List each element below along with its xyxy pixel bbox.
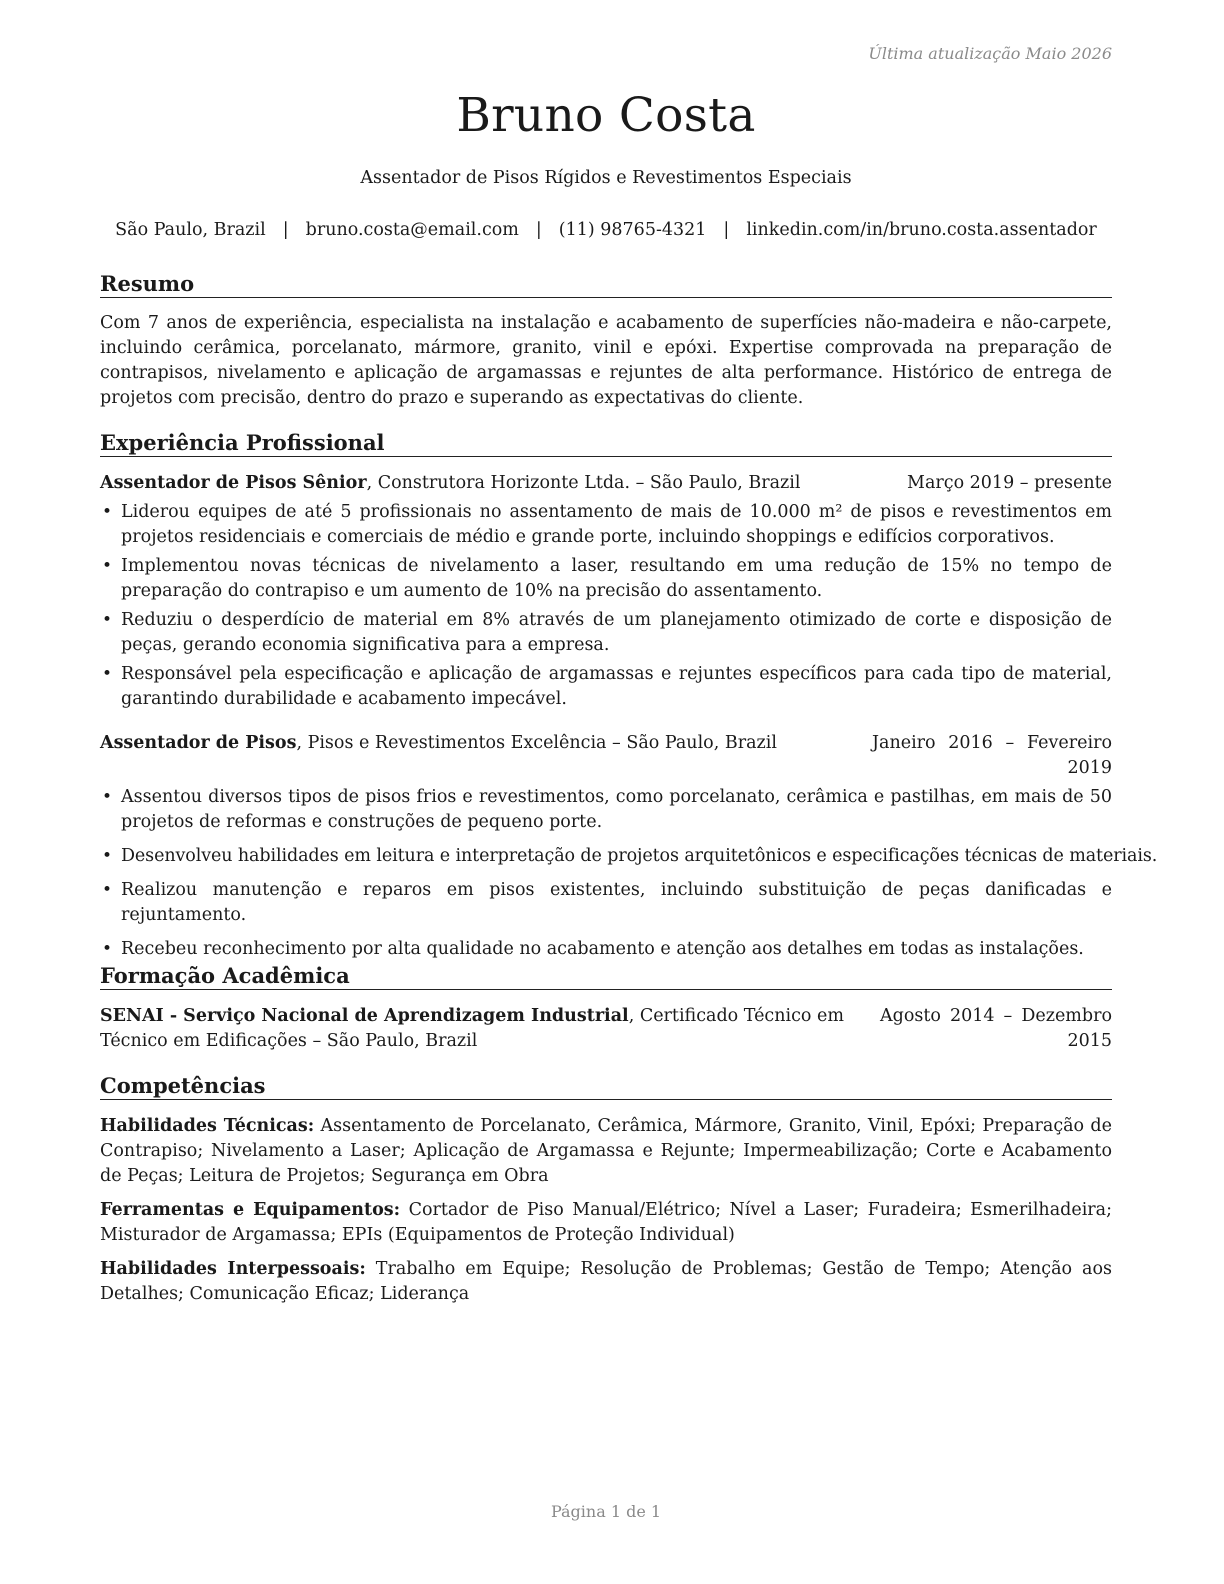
skill-group-text: Cortador de Piso Manual/Elétrico; Nível a Laser; Furadeira; Esmerilhadeira; Misturador de Argamassa; EPIs (Equipamentos de Proteção Individual) <box>100 1200 1112 1246</box>
bullet-icon: • <box>102 556 113 577</box>
skills-section <box>100 1074 1112 1316</box>
job-entry <box>100 731 1158 962</box>
section-heading-skills: Competências <box>100 1074 1112 1100</box>
bullet-icon: • <box>102 664 113 685</box>
skill-group-label: Habilidades Técnicas: <box>100 1116 315 1137</box>
skill-group <box>100 1198 1112 1248</box>
contact-linkedin[interactable]: linkedin.com/in/bruno.costa.assentador <box>746 220 1097 240</box>
summary-text: Com 7 anos de experiência, especialista na instalação e acabamento de superfícies não-madeira e não-carpete, incluindo cerâmica, porcelanato, mármore, granito, vinil e epóxi. Expertise comprovada na preparação de contrapisos, nivelamento e aplicação de argamassas e rejuntes de alta performance. Histórico de entrega de projetos com precisão, dentro do prazo e superando as expectativas do cliente. <box>100 313 1112 409</box>
skill-group-label: Ferramentas e Equipamentos: <box>100 1200 401 1221</box>
job-dates: Janeiro 2016 – Fevereiro 2019 <box>872 733 1112 779</box>
list-item: • Responsável pela especificação e aplicação de argamassas e rejuntes específicos para cada tipo de material, garantindo durabilidade e acabamento impecável. <box>102 664 1112 710</box>
job-header <box>100 731 1112 781</box>
list-item: • Liderou equipes de até 5 profissionais no assentamento de mais de 10.000 m² de pisos e revestimentos em projetos residenciais e comerciais de médio e grande porte, incluindo shoppings e edifícios corporativos. <box>102 502 1112 548</box>
list-item: • Reduziu o desperdício de material em 8% através de um planejamento otimizado de corte e disposição de peças, gerando economia significativa para a empresa. <box>102 610 1112 656</box>
contact-separator: | <box>282 220 289 240</box>
section-heading-summary: Resumo <box>100 272 1112 298</box>
bullet-icon: • <box>102 610 113 631</box>
education-detail: , Certificado Técnico em Técnico em Edificações – São Paulo, Brazil <box>100 1006 844 1052</box>
list-item: • Recebeu reconhecimento por alta qualidade no acabamento e atenção aos detalhes em todas as instalações. <box>100 937 1112 962</box>
bullet-icon: • <box>102 880 113 901</box>
job-bullets <box>100 785 1158 962</box>
contact-phone: (11) 98765-4321 <box>558 220 707 240</box>
page-number: Página 1 de 1 <box>550 1502 662 1521</box>
skill-group <box>100 1114 1112 1189</box>
section-heading-experience: Experiência Profissional <box>100 431 1112 457</box>
bullet-icon: • <box>102 502 113 523</box>
job-role: Assentador de Pisos <box>100 733 297 754</box>
bullet-icon: • <box>102 787 113 808</box>
education-school: SENAI - Serviço Nacional de Aprendizagem Industrial <box>100 1006 629 1027</box>
bullet-icon: • <box>102 846 112 867</box>
resume-page <box>100 0 1158 1584</box>
bullet-icon: • <box>102 939 113 960</box>
job-header <box>100 471 1112 496</box>
contact-separator: | <box>723 220 730 240</box>
experience-section <box>100 430 1158 971</box>
job-dates: Março 2019 – presente <box>907 473 1112 494</box>
summary-section <box>100 272 1112 411</box>
contact-location: São Paulo, Brazil <box>115 220 266 240</box>
job-org: , Pisos e Revestimentos Excelência – São Paulo, Brazil <box>296 733 777 754</box>
skill-group-label: Habilidades Interpessoais: <box>100 1259 366 1280</box>
contact-line <box>80 220 1132 240</box>
job-bullets <box>100 500 1112 712</box>
skill-group-text: Assentamento de Porcelanato, Cerâmica, Mármore, Granito, Vinil, Epóxi; Preparação de Contrapiso; Nivelamento a Laser; Aplicação de Argamassa e Rejunte; Impermeabilização; Corte e Acabamento de Peças; Leitura de Projetos; Segurança em Obra <box>100 1116 1112 1187</box>
job-entry <box>100 471 1112 712</box>
skill-group-text: Trabalho em Equipe; Resolução de Problemas; Gestão de Tempo; Atenção aos Detalhes; Comunicação Eficaz; Liderança <box>100 1259 1112 1305</box>
list-item: • Implementou novas técnicas de nivelamento a laser, resultando em uma redução de 15% no tempo de preparação do contrapiso e um aumento de 10% na precisão do assentamento. <box>102 556 1112 602</box>
candidate-name: Bruno Costa <box>456 88 756 143</box>
skill-group <box>100 1257 1112 1307</box>
education-dates: Agosto 2014 – Dezembro 2015 <box>880 1006 1112 1052</box>
section-heading-education: Formação Acadêmica <box>100 964 1112 990</box>
list-item: • Desenvolveu habilidades em leitura e interpretação de projetos arquitetônicos e especificações técnicas de materiais. <box>100 844 1112 869</box>
job-org: , Construtora Horizonte Ltda. – São Paulo, Brazil <box>366 473 801 494</box>
contact-separator: | <box>535 220 542 240</box>
list-item: • Realizou manutenção e reparos em pisos existentes, incluindo substituição de peças danificadas e rejuntamento. <box>102 880 1112 926</box>
education-section <box>100 964 1112 1054</box>
list-item: • Assentou diversos tipos de pisos frios e revestimentos, como porcelanato, cerâmica e pastilhas, em mais de 50 projetos de reformas e construções de pequeno porte. <box>102 787 1112 833</box>
job-role: Assentador de Pisos Sênior <box>100 473 367 494</box>
candidate-title: Assentador de Pisos Rígidos e Revestimentos Especiais <box>360 168 852 188</box>
contact-email[interactable]: bruno.costa@email.com <box>305 220 519 240</box>
last-updated: Última atualização Maio 2026 <box>868 44 1112 63</box>
education-entry <box>100 1004 1112 1054</box>
